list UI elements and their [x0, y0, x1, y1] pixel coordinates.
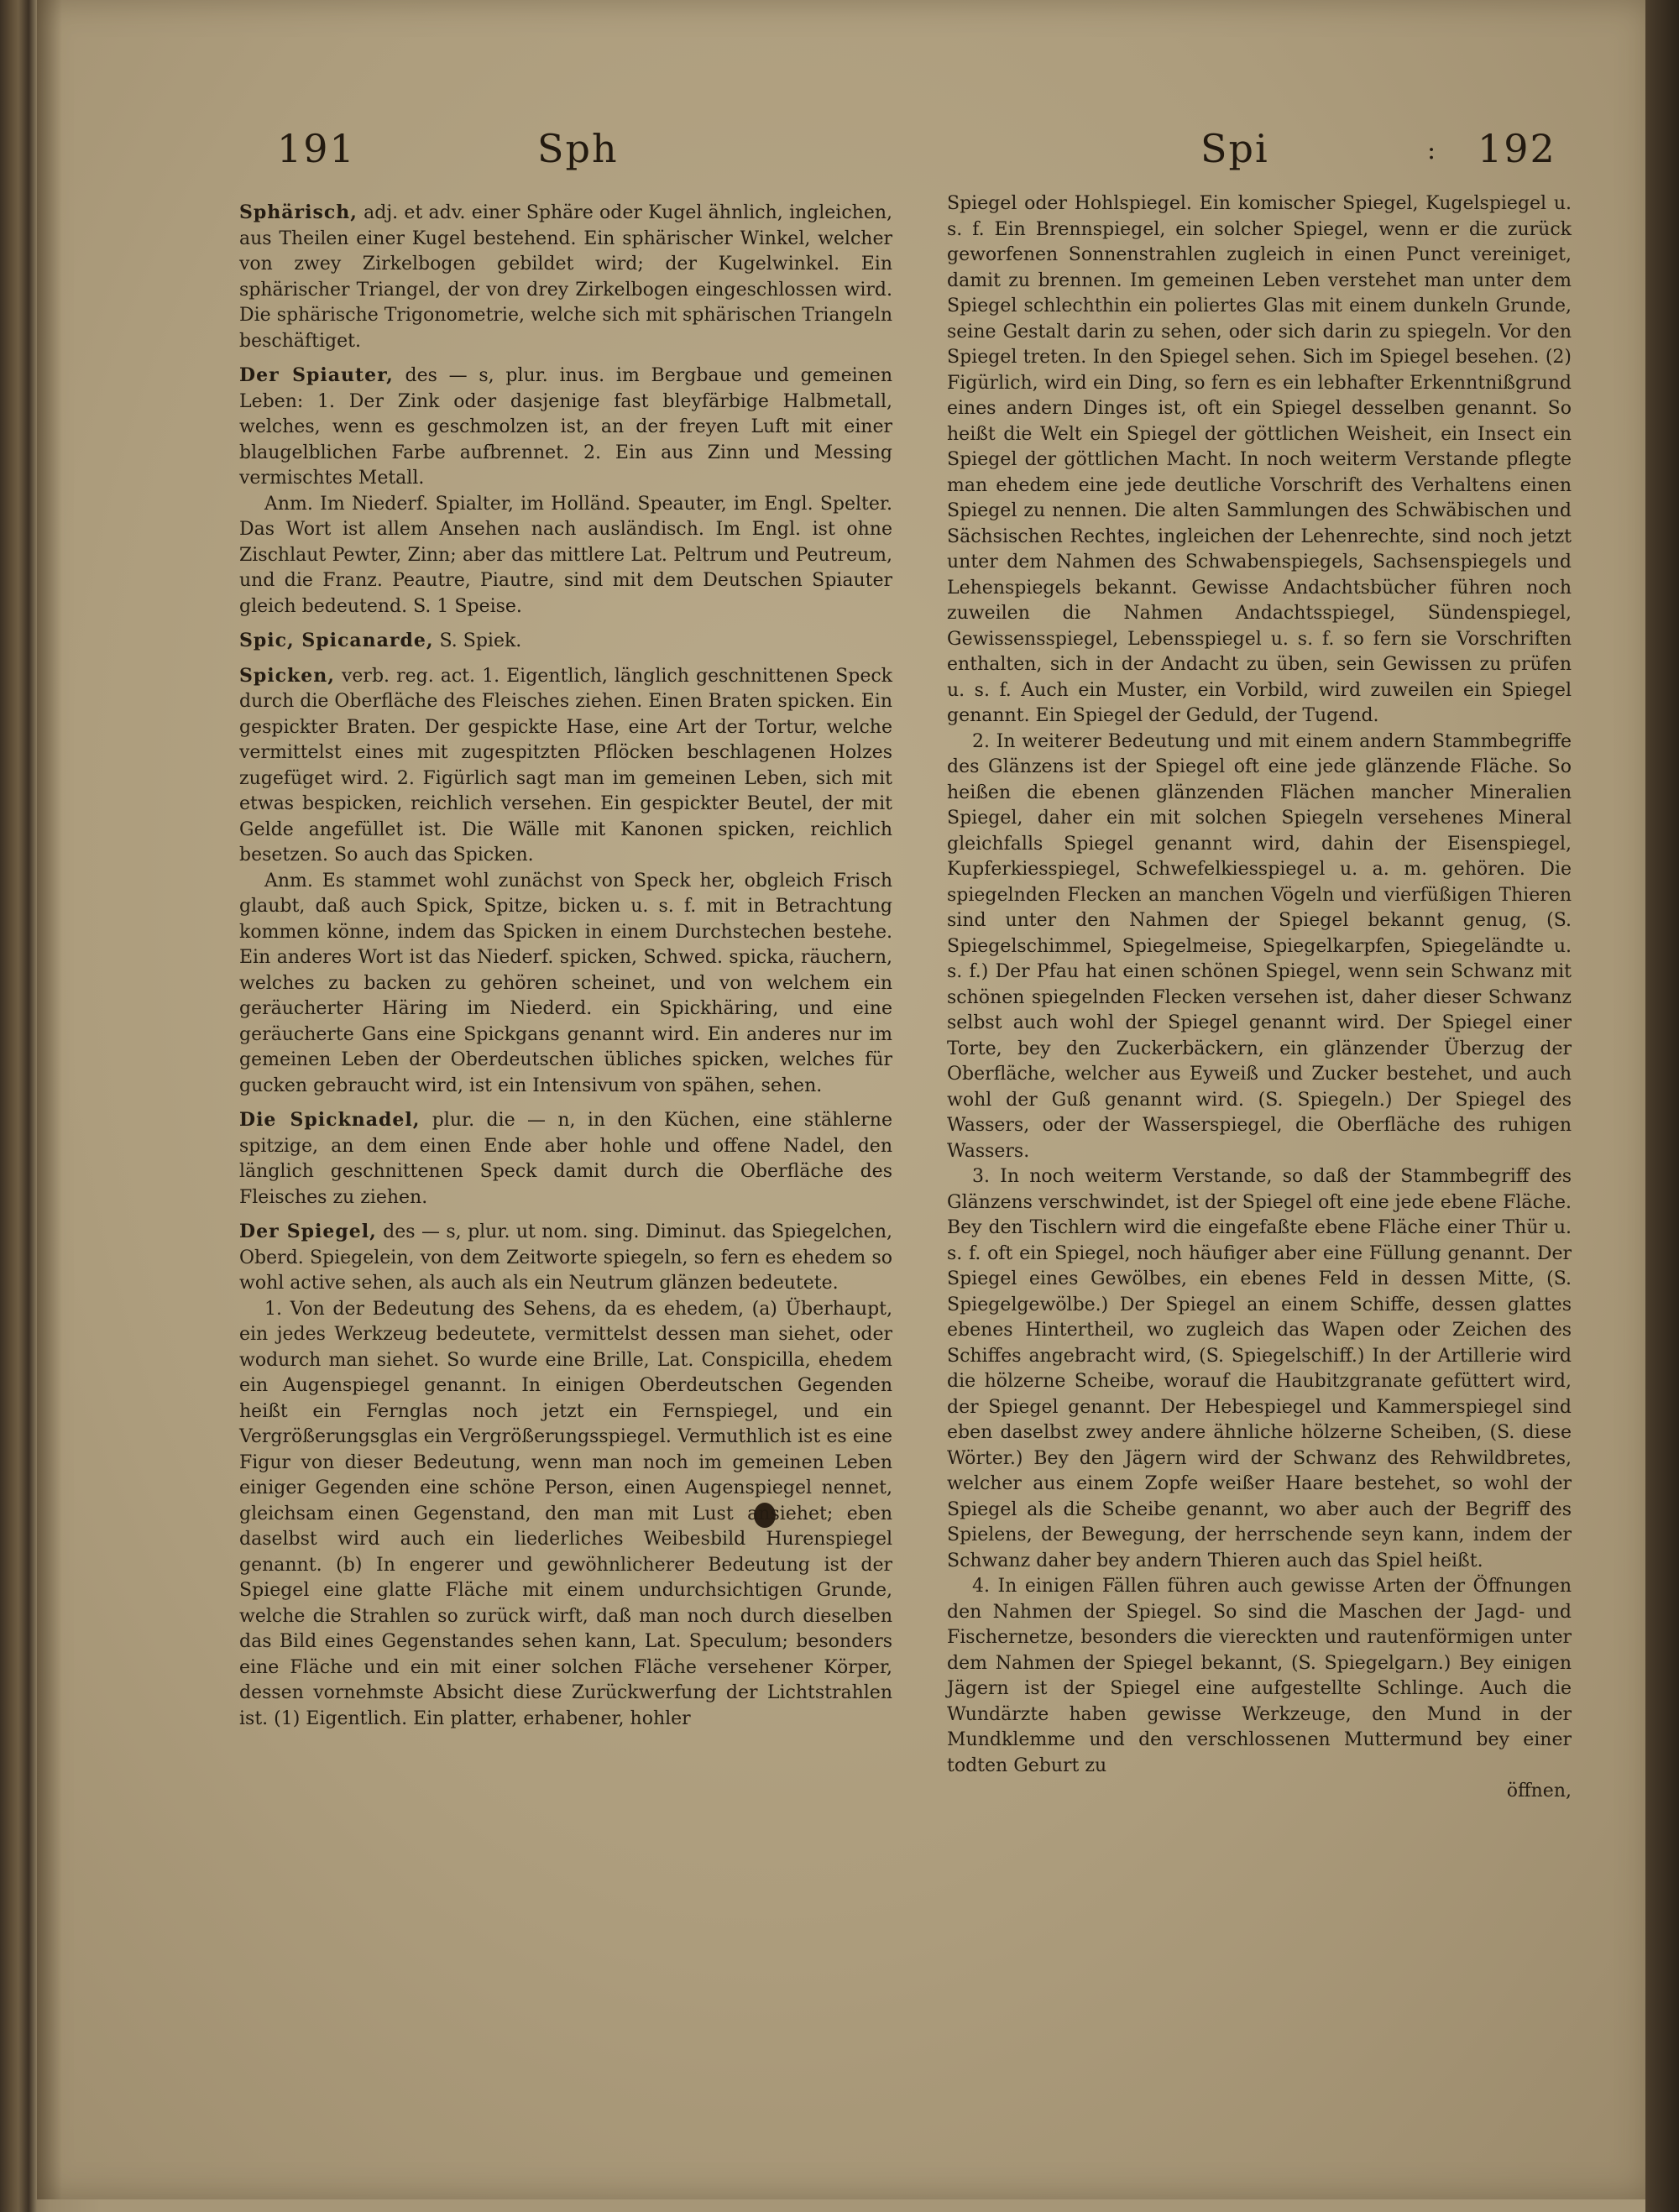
entry-text: S. Spiek. [433, 630, 522, 651]
dictionary-paragraph [947, 729, 1572, 1165]
entry-text: des — s, plur. inus. im Bergbaue und gemeinen Leben: 1. Der Zink oder dasjenige fast bleyfärbige Halbmetall, welches, wenn es geschmolzen ist, an der freyen Luft mit einer blaugelblichen Farbe aufbrennet. 2. Ein aus Zinn und Messing vermischtes Metall. [239, 365, 892, 489]
right-column [947, 191, 1572, 1805]
dictionary-paragraph [947, 1164, 1572, 1574]
headword: Die Spicknadel, [239, 1109, 421, 1131]
headword: Der Spiegel, [239, 1221, 377, 1242]
binding-shadow [37, 0, 62, 2199]
right-running-head: Spi [1200, 126, 1269, 171]
headword: Spicken, [239, 664, 335, 687]
left-page-number: 191 [277, 126, 356, 171]
entry-text: 2. In weiterer Bedeutung und mit einem andern Stammbegriffe des Glänzens ist der Spiegel oft eine jede glänzende Fläche. So heißen die ebenen glänzenden Flächen mancher Mineralien Spiegel, daher ein mit solchen Spiegeln versehenes Mineral gleichfalls Spiegel genannt wird, dahin der Eisenspiegel, Kupferkiesspiegel, Schwefelkiesspiegel u. a. m. gehören. Die spiegelnden Flecken an manchen Vögeln und vierfüßigen Thieren sind unter den Nahmen der Spiegel bekannt genug, (S. Spiegelschimmel, Spiegelmeise, Spiegelkarpfen, Spiegeländte u. s. f.) Der Pfau hat einen schönen Spiegel, wenn sein Schwanz mit schönen spiegelnden Flecken versehen ist, daher dieser Schwanz selbst auch wohl der Spiegel genannt wird. Der Spiegel einer Torte, bey den Zuckerbäckern, ein glänzender Überzug der Oberfläche, welcher aus Eyweiß und Zucker bestehet, und auch wohl der Guß genannt wird. (S. Spiegeln.) Der Spiegel des Wassers, oder der Wasserspiegel, die Oberfläche des ruhigen Wassers. [947, 730, 1572, 1162]
left-running-head: Sph [537, 126, 619, 171]
headword: Spic, Spicanarde, [239, 630, 434, 651]
entry-text: adj. et adv. einer Sphäre oder Kugel ähnlich, ingleichen, aus Theilen einer Kugel bestehend. Ein sphärischer Winkel, welcher von zwey Zirkelbogen gebildet wird; der Kugelwinkel. Ein sphärischer Triangel, der von drey Zirkelbogen eingeschlossen wird. Die sphärische Trigonometrie, welche sich mit sphärischen Triangeln beschäftiget. [239, 202, 892, 352]
entry-text: 4. In einigen Fällen führen auch gewisse Arten der Öffnungen den Nahmen der Spiegel. So sind die Maschen der Jagd- und Fischernetze, besonders die viereckten und rautenförmigen unter dem Nahmen der Spiegel bekannt, (S. Spiegelgarn.) Bey einigen Jägern ist der Spiegel eine aufgestellte Schlinge. Auch die Wundärzte haben gewisse Werkzeuge, den Mund in der Mundklemme und den verschlossenen Muttermund bey einer todten Geburt zu [947, 1576, 1572, 1776]
right-page-mark: : [1427, 136, 1438, 165]
dictionary-paragraph [239, 1107, 892, 1211]
dictionary-paragraph [239, 200, 892, 354]
entry-text: 3. In noch weiterm Verstande, so daß der Stammbegriff des Glänzens verschwindet, ist der Spiegel oft eine jede ebene Fläche. Bey den Tischlern wird die eingefaßte ebene Fläche einer Thür u. s. f. oft ein Spiegel, noch häufiger aber eine Füllung genannt. Der Spiegel eines Gewölbes, ein ebenes Feld in dessen Mitte, (S. Spiegelgewölbe.) Der Spiegel an einem Schiffe, dessen glattes ebenes Hintertheil, wo zugleich das Wapen oder Zeichen des Schiffes angebracht wird, (S. Spiegelschiff.) In der Artillerie wird die hölzerne Scheibe, worauf die Haubitzgranate gefüttert wird, der Spiegel genannt. Der Hebespiegel und Kammerspiegel sind eben daselbst zwey andere ähnliche hölzerne Scheiben, (S. diese Wörter.) Bey den Jägern wird der Schwanz des Rehwildbretes, welcher aus einem Zopfe weißer Haare bestehet, so wohl der Spiegel als die Scheibe genannt, wo aber auch der Begriff des Spielens, der Bewegung, der herrschende seyn kann, indem der Schwanz daher bey andern Thieren auch das Spiel heißt. [947, 1166, 1572, 1571]
dictionary-paragraph [239, 663, 892, 869]
entry-text: des — s, plur. ut nom. sing. Diminut. das Spiegelchen, Oberd. Spiegelein, von dem Zeitworte spiegeln, so fern es ehedem so wohl active sehen, als auch als ein Neutrum glänzen bedeutete. [239, 1221, 892, 1294]
dictionary-paragraph [239, 869, 892, 1100]
dictionary-paragraph [239, 1219, 892, 1297]
right-page-number: 192 [1478, 126, 1556, 171]
entry-text: öffnen, [1506, 1781, 1572, 1801]
left-column [239, 200, 892, 1732]
headword: Der Spiauter, [239, 364, 394, 386]
dictionary-paragraph [947, 1574, 1572, 1779]
dictionary-paragraph [239, 1297, 892, 1733]
dictionary-paragraph [947, 1779, 1572, 1805]
entry-text: Spiegel oder Hohlspiegel. Ein komischer Spiegel, Kugelspiegel u. s. f. Ein Brennspiegel, ein solcher Spiegel, wenn er die zurück geworfenen Sonnenstrahlen zugleich in einen Punct vereiniget, damit zu brennen. Im gemeinen Leben verstehet man unter dem Spiegel schlechthin ein poliertes Glas mit einem dunkeln Grunde, seine Gestalt darin zu sehen, oder sich darin zu spiegeln. Vor den Spiegel treten. In den Spiegel sehen. Sich im Spiegel besehen. (2) Figürlich, wird ein Ding, so fern es ein lebhafter Erkenntnißgrund eines andern Dinges ist, oft ein Spiegel desselben genannt. So heißt die Welt ein Spiegel der göttlichen Weisheit, ein Insect ein Spiegel der göttlichen Macht. In noch weiterm Verstande pflegte man ehedem eine jede deutliche Vorschrift des Verhaltens einen Spiegel zu nennen. Die alten Sammlungen des Schwäbischen und Sächsischen Rechtes, ingleichen der Lehenrechte, sind noch jetzt unter dem Nahmen des Schwabenspiegels, Sachsenspiegels und Lehenspiegels bekannt. Gewisse Andachtsbücher führen noch zuweilen die Nahmen Andachtsspiegel, Sündenspiegel, Gewissensspiegel, Lebensspiegel u. s. f. so fern sie Vorschriften enthalten, sich in der Andacht zu üben, sein Gewissen zu prüfen u. s. f. Auch ein Muster, ein Vorbild, wird zuweilen ein Spiegel genannt. Ein Spiegel der Geduld, der Tugend. [947, 193, 1572, 726]
entry-text: 1. Von der Bedeutung des Sehens, da es ehedem, (a) Überhaupt, ein jedes Werkzeug bedeutete, vermittelst dessen man siehet, oder wodurch man siehet. So wurde eine Brille, Lat. Conspicilla, ehedem ein Augenspiegel genannt. In einigen Oberdeutschen Gegenden heißt ein Fernglas noch jetzt ein Fernspiegel, und ein Vergrößerungsglas ein Vergrößerungsspiegel. Vermuthlich ist es eine Figur von dieser Bedeutung, wenn man noch im gemeinen Leben einiger Gegenden eine schöne Person, einen Augenspiegel nennet, gleichsam einen Gegenstand, den man mit Lust ansiehet; eben daselbst wird auch ein liederliches Weibesbild Hurenspiegel genannt. (b) In engerer und gewöhnlicherer Bedeutung ist der Spiegel eine glatte Fläche mit einem undurchsichtigen Grunde, welche die Strahlen so zurück wirft, daß man noch durch dieselben das Bild eines Gegenstandes sehen kann, Lat. Speculum; besonders eine Fläche und ein mit einer solchen Fläche versehener Körper, dessen vornehmste Absicht diese Zurückwerfung der Lichtstrahlen ist. (1) Eigentlich. Ein platter, erhabener, hohler [239, 1298, 892, 1729]
dictionary-paragraph [239, 628, 892, 655]
book-edge [1645, 0, 1679, 2212]
dictionary-paragraph [239, 363, 892, 492]
entry-text: Anm. Es stammet wohl zunächst von Speck her, obgleich Frisch glaubt, daß auch Spick, Spitze, bicken u. s. f. mit in Betrachtung kommen könne, indem das Spicken in einem Durchstechen bestehe. Ein anderes Wort ist das Niederf. spicken, Schwed. spicka, räuchern, welches zu backen zu gehören scheinet, und von welchem ein geräucherter Häring im Niederd. ein Spickhäring, und eine geräucherte Gans eine Spickgans genannt wird. Ein anderes nur im gemeinen Leben der Oberdeutschen übliches spicken, welches für gucken gebraucht wird, ist ein Intensivum von spähen, sehen. [239, 870, 892, 1096]
entry-text: plur. die — n, in den Küchen, eine stählerne spitzige, an dem einen Ende aber hohle und offene Nadel, den länglich geschnittenen Speck damit durch die Oberfläche des Fleisches zu ziehen. [239, 1110, 892, 1208]
dictionary-paragraph [239, 492, 892, 620]
dictionary-paragraph [947, 191, 1572, 729]
entry-text: Anm. Im Niederf. Spialter, im Holländ. Speauter, im Engl. Spelter. Das Wort ist allem Ansehen nach ausländisch. Im Engl. ist ohne Zischlaut Pewter, Zinn; aber das mittlere Lat. Peltrum und Peutreum, und die Franz. Peautre, Piautre, sind mit dem Deutschen Spiauter gleich bedeutend. S. 1 Speise. [239, 493, 892, 617]
entry-text: verb. reg. act. 1. Eigentlich, länglich geschnittenen Speck durch die Oberfläche des Fleisches ziehen. Einen Braten spicken. Ein gespickter Braten. Der gespickte Hase, eine Art der Tortur, welche vermittelst eines mit zugespitzten Pflöcken beschlagenen Holzes zugefüget wird. 2. Figürlich sagt man im gemeinen Leben, sich mit etwas bespicken, reichlich versehen. Ein gespickter Beutel, der mit Gelde angefüllet ist. Die Wälle mit Kanonen spicken, reichlich besetzen. So auch das Spicken. [239, 665, 892, 865]
headword: Sphärisch, [239, 201, 358, 223]
